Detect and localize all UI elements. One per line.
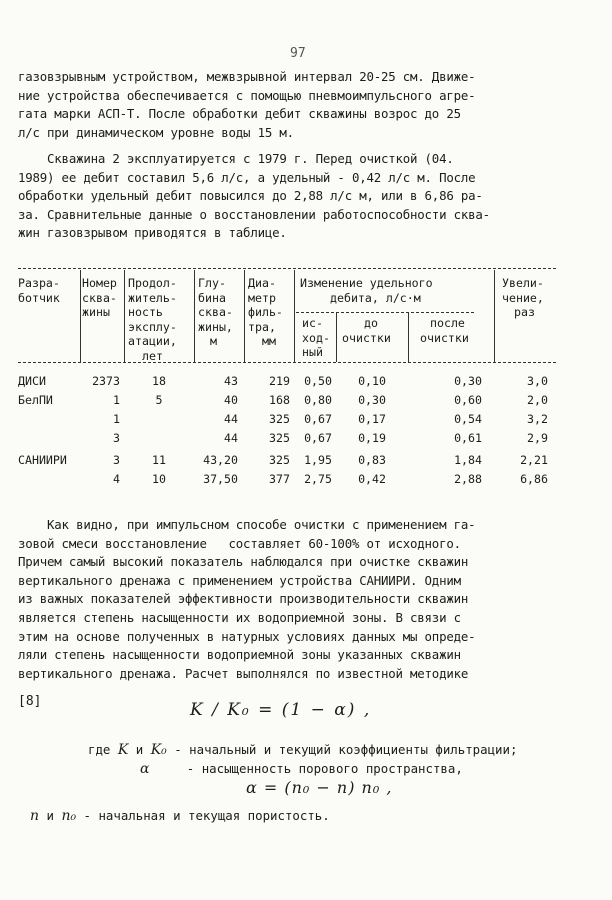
column-divider [244,270,245,362]
header-developer: Разра- ботчик [18,276,60,305]
text-line: вертикального дренажа с применением устройства САНИИРИ. Одним [18,572,461,588]
text-line: является степень насыщенности их водоприемной зоны. В связи с [18,609,461,625]
column-divider [80,270,81,362]
text-line: обработки удельный дебит повысился до 2,88 л/с м, или в 6,86 ра- [18,188,483,204]
paragraph-3 [18,516,578,683]
formula-filtration-ratio: K / K₀ = (1 − α) , [190,700,372,720]
page-number: 97 [290,46,306,61]
table-row: 4 10 37,50 377 2,75 0,42 2,88 6,86 [113,472,548,486]
text-line: за. Сравнительные данные о восстановлении работоспособности сква- [18,206,490,222]
text-line: л/с при динамическом уровне воды 15 м. [18,124,294,140]
text-line: этим на основе полученных в натурных условиях данных мы опреде- [18,628,476,644]
paragraph-1 [18,68,578,142]
text-line: Причем самый высокий показатель наблюдался при очистке скважин [18,554,469,570]
table-row: САНИИРИ 3 11 43,20 325 1,95 0,83 1,84 2,21 [18,453,548,467]
header-before-cleaning: до очистки [342,316,391,345]
column-divider [408,312,409,362]
column-divider [194,270,195,362]
header-initial: ис- ход- ный [302,316,330,359]
definition-porosity: n и n₀ - начальная и текущая пористость. [30,808,330,824]
column-divider [494,270,495,362]
header-diameter: Диа- метр филь- тра, мм [248,276,283,348]
subheader-rule [296,312,474,313]
text-line: газовзрывным устройством, межвзрывной интервал 20-25 см. Движе- [18,69,476,84]
table-row: 1 44 325 0,67 0,17 0,54 3,2 [113,412,548,426]
header-well-number: Номер сква- жины [82,276,117,319]
text-line: зовой смеси восстановление составляет 60-100% от исходного. [18,535,461,551]
header-specific-yield-change: Изменение удельного дебита, л/с·м [300,276,433,305]
text-line: ляли степень насыщенности водоприемной зоны указанных скважин [18,647,461,663]
header-duration: Продол- житель- ность эксплу- атации, лет [128,276,177,363]
table-row: 3 44 325 0,67 0,19 0,61 2,9 [113,431,548,445]
text-line: вертикального дренажа. Расчет выполнялся по известной методике [18,665,469,681]
header-increase: Увели- чение, раз [502,276,544,319]
table-header-rule [18,362,556,363]
header-depth: Глу- бина сква- жины, м [198,276,233,348]
definition-saturation: α - насыщенность порового пространства, [140,761,463,777]
header-after-cleaning: после очистки [420,316,469,345]
column-divider [336,312,337,362]
column-divider [124,270,125,362]
formula-saturation: α = (n₀ − n) n₀ , [246,778,393,797]
column-divider [294,270,295,362]
table-row: БелПИ 1 5 40 168 0,80 0,30 0,60 2,0 [18,393,548,407]
paragraph-2 [18,150,578,243]
definition-filtration-coefficients: где K и K₀ - начальный и текущий коэффициенты фильтрации; [88,742,518,758]
text-line: ние устройства обеспечивается с помощью пневмоимпульсного агре- [18,87,476,103]
text-line: жин газовзрывом приводятся в таблице. [18,225,287,241]
text-line: 1989) ее дебит составил 5,6 л/с, а удельный - 0,42 л/с м. После [18,169,476,185]
text-line: Скважина 2 эксплуатируется с 1979 г. Перед очисткой (04. [18,151,454,166]
reference-citation: [8] [18,694,42,709]
text-line: Как видно, при импульсном способе очистки с применением га- [18,517,476,532]
text-line: гата марки АСП-Т. После обработки дебит скважины возрос до 25 [18,106,461,122]
text-line: из важных показателей эффективности производительности скважин [18,591,469,607]
table-top-rule [18,268,556,269]
table-row: ДИСИ 2373 18 43 219 0,50 0,10 0,30 3,0 [18,374,548,388]
